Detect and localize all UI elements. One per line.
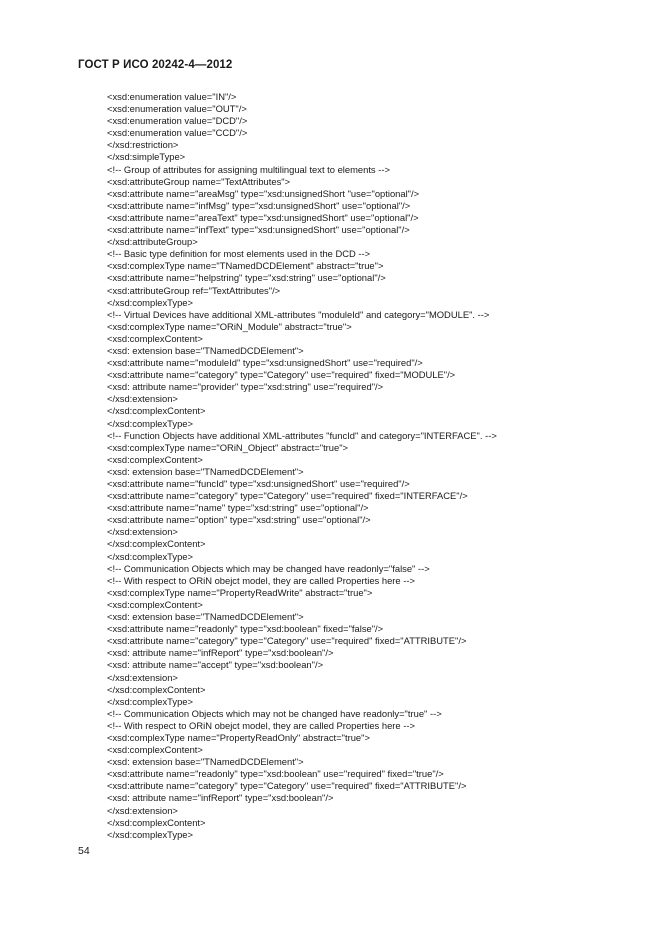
code-line: <xsd:attribute name="areaText" type="xsd:unsignedShort" use="optional"/> [107,211,419,223]
code-line: <xsd:enumeration value="DCD"/> [107,115,248,127]
code-line: <xsd:complexContent> [107,453,203,465]
code-line: </xsd:complexContent> [107,683,206,695]
code-line: </xsd:complexType> [107,550,193,562]
code-line: </xsd:complexType> [107,296,193,308]
code-line: <xsd:enumeration value="IN"/> [107,91,237,102]
code-line: </xsd:restriction> [107,139,179,151]
code-line: </xsd:extension> [107,393,178,405]
code-line: <!-- Virtual Devices have additional XML-attributes "moduleId" and category="MODULE". --> [107,308,490,320]
code-line: <xsd: attribute name="provider" type="xsd:string" use="required"/> [107,381,384,393]
xsd-code-listing [107,91,497,841]
code-line: <xsd:complexType name="ORiN_Object" abstract="true"> [107,441,349,453]
code-line: <xsd:complexType name="TNamedDCDElement" abstract="true"> [107,260,384,272]
code-line: </xsd:complexType> [107,695,193,707]
code-line: <xsd:complexType name="ORiN_Module" abstract="true"> [107,320,352,332]
code-line: <xsd:enumeration value="CCD"/> [107,127,248,139]
page-header-standard-id: ГОСТ Р ИСО 20242-4—2012 [78,59,233,71]
code-line: <xsd:complexType name="PropertyReadOnly" abstract="true"> [107,731,370,743]
code-line: </xsd:simpleType> [107,151,186,163]
code-line: </xsd:extension> [107,671,178,683]
code-line: <xsd:enumeration value="OUT"/> [107,103,247,115]
code-line: <!-- With respect to ORiN obejct model, they are called Properties here --> [107,574,415,586]
code-line: <!-- Communication Objects which may be changed have readonly="false" --> [107,562,430,574]
code-line: <xsd:complexContent> [107,332,203,344]
code-line: </xsd:complexType> [107,417,193,429]
code-line: <xsd:attributeGroup name="TextAttributes"> [107,175,291,187]
page-number: 54 [78,845,90,857]
code-line: <xsd: extension base="TNamedDCDElement"> [107,611,304,623]
code-line: </xsd:complexContent> [107,538,206,550]
code-line: <xsd:attribute name="option" type="xsd:string" use="optional"/> [107,514,371,526]
code-line: <xsd:complexContent> [107,744,203,756]
code-line: </xsd:extension> [107,526,178,538]
code-line: <xsd:attribute name="category" type="Category" use="required" fixed="ATTRIBUTE"/> [107,780,467,792]
code-line: <xsd:attribute name="readonly" type="xsd:boolean" fixed="false"/> [107,623,384,635]
code-line: <xsd:attribute name="funcId" type="xsd:unsignedShort" use="required"/> [107,478,410,489]
code-line: <xsd:attribute name="helpstring" type="xsd:string" use="optional"/> [107,272,386,284]
code-line: </xsd:complexContent> [107,816,206,828]
code-line: <xsd:attribute name="category" type="Category" use="required" fixed="MODULE"/> [107,369,456,381]
code-line: <xsd:attribute name="readonly" type="xsd:boolean" use="required" fixed="true"/> [107,768,444,780]
code-line: <xsd:attributeGroup ref="TextAttributes"/> [107,284,281,296]
code-line: <!-- Communication Objects which may not be changed have readonly="true" --> [107,707,442,719]
code-line: <xsd:complexContent> [107,598,203,610]
code-line: <xsd:complexType name="PropertyReadWrite" abstract="true"> [107,586,373,598]
code-line: <xsd: attribute name="infReport" type="xsd:boolean"/> [107,647,334,659]
code-line: <xsd:attribute name="infMsg" type="xsd:unsignedShort" use="optional"/> [107,199,411,211]
code-line: <xsd: extension base="TNamedDCDElement"> [107,756,304,768]
code-line: <xsd:attribute name="name" type="xsd:string" use="optional"/> [107,502,369,514]
code-line: <xsd:attribute name="moduleId" type="xsd:unsignedShort" use="required"/> [107,357,423,369]
code-line: <!-- Basic type definition for most elements used in the DCD --> [107,248,371,260]
code-line: <!-- With respect to ORiN obejct model, they are called Properties here --> [107,719,415,731]
code-line: <xsd:attribute name="category" type="Category" use="required" fixed="INTERFACE"/> [107,490,468,502]
code-line: </xsd:complexContent> [107,405,206,417]
code-line: <!-- Group of attributes for assigning multilingual text to elements --> [107,163,390,175]
code-line: <xsd: extension base="TNamedDCDElement"> [107,344,304,356]
code-line: <!-- Function Objects have additional XML-attributes "funcId" and category="INTERFACE". --> [107,429,497,441]
code-line: <xsd: attribute name="infReport" type="xsd:boolean"/> [107,792,334,804]
code-line: <xsd: extension base="TNamedDCDElement"> [107,465,304,477]
code-line: <xsd: attribute name="accept" type="xsd:boolean"/> [107,659,324,671]
code-line: </xsd:complexType> [107,828,193,840]
code-line: <xsd:attribute name="category" type="Category" use="required" fixed="ATTRIBUTE"/> [107,635,467,647]
code-line: </xsd:attributeGroup> [107,236,198,248]
code-line: <xsd:attribute name="infText" type="xsd:unsignedShort" use="optional"/> [107,224,410,236]
code-line: </xsd:extension> [107,804,178,816]
code-line: <xsd:attribute name="areaMsg" type="xsd:unsignedShort "use="optional"/> [107,187,420,199]
